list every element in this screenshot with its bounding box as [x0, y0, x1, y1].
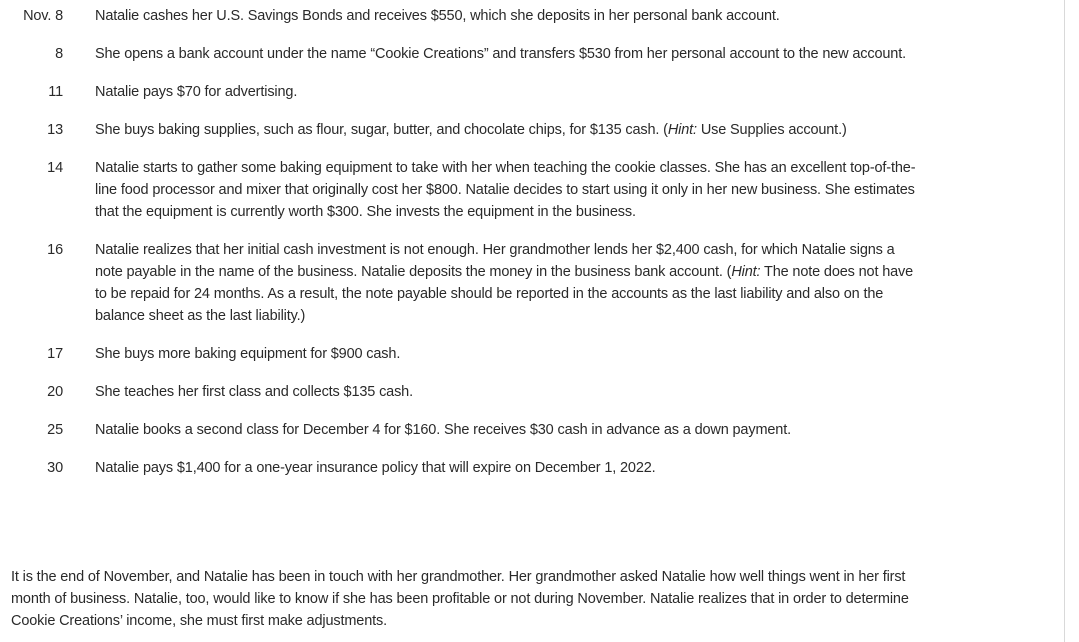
hint-label: Hint: [667, 122, 697, 138]
hint-label: Hint: [731, 264, 761, 280]
transaction-date: 13 [47, 122, 63, 138]
description-text: She buys more baking equipment for $900 cash. [95, 346, 401, 362]
transaction-description [95, 5, 925, 27]
transaction-list [0, 5, 1064, 479]
transaction-row [0, 5, 1064, 27]
transaction-row [0, 381, 1064, 403]
transaction-date: 17 [47, 346, 63, 362]
transaction-row [0, 119, 1064, 141]
description-text: Natalie starts to gather some baking equipment to take with her when teaching the cookie classes. She has an excellent top-of-the-line food processor and mixer that originally cost her $800. Natalie decides to start using it only in her new business. She estimates that the equipment is currently worth $300. She invests the equipment in the business. [95, 160, 916, 220]
transaction-row [0, 343, 1064, 365]
description-text: Use Supplies account.) [696, 122, 847, 138]
transaction-row [0, 239, 1064, 327]
right-scroll-edge [1064, 0, 1079, 642]
description-text: She buys baking supplies, such as flour, sugar, butter, and chocolate chips, for $135 cash. ( [95, 122, 668, 138]
transaction-description [95, 381, 925, 403]
description-text: Natalie cashes her U.S. Savings Bonds and receives $550, which she deposits in her personal bank account. [95, 8, 780, 24]
description-text: Natalie pays $1,400 for a one-year insurance policy that will expire on December 1, 2022. [95, 460, 656, 476]
transaction-row [0, 457, 1064, 479]
transaction-date: 30 [47, 460, 63, 476]
transaction-description [95, 419, 925, 441]
closing-paragraph: It is the end of November, and Natalie has been in touch with her grandmother. Her grandmother asked Natalie how well things went in her first month of business. Natalie, too, would like to know if she has been profitable or not during November. Natalie realizes that in order to determine Cookie Creations’ income, she must first make adjustments. [11, 568, 909, 629]
description-text: She teaches her first class and collects $135 cash. [95, 384, 413, 400]
transaction-date: 14 [47, 160, 63, 176]
transaction-date: Nov. 8 [23, 8, 63, 24]
description-text: Natalie pays $70 for advertising. [95, 84, 298, 100]
description-text: Natalie books a second class for December 4 for $160. She receives $30 cash in advance as a down payment. [95, 422, 791, 438]
description-text: Natalie realizes that her initial cash investment is not enough. Her grandmother lends her $2,400 cash, for which Natalie signs a note payable in the name of the business. Natalie deposits the money in the business bank account. ( [95, 242, 895, 280]
transaction-date: 16 [47, 242, 63, 258]
transaction-row [0, 157, 1064, 223]
transaction-description [95, 343, 925, 365]
description-text: She opens a bank account under the name “Cookie Creations” and transfers $530 from her personal account to the new account. [95, 46, 906, 62]
transaction-row [0, 81, 1064, 103]
transaction-description [95, 157, 925, 223]
transaction-date: 11 [48, 84, 63, 100]
transaction-row [0, 43, 1064, 65]
transaction-date: 8 [55, 46, 63, 62]
transaction-description [95, 43, 925, 65]
transaction-row [0, 419, 1064, 441]
transaction-date: 25 [47, 422, 63, 438]
transaction-description [95, 239, 925, 327]
transaction-description [95, 81, 925, 103]
transaction-description [95, 119, 925, 141]
transaction-date: 20 [47, 384, 63, 400]
description-text: The note does not have to be repaid for 24 months. As a result, the note payable should be reported in the accounts as the last liability and also on the balance sheet as the last liability.) [95, 264, 914, 324]
transaction-description [95, 457, 925, 479]
